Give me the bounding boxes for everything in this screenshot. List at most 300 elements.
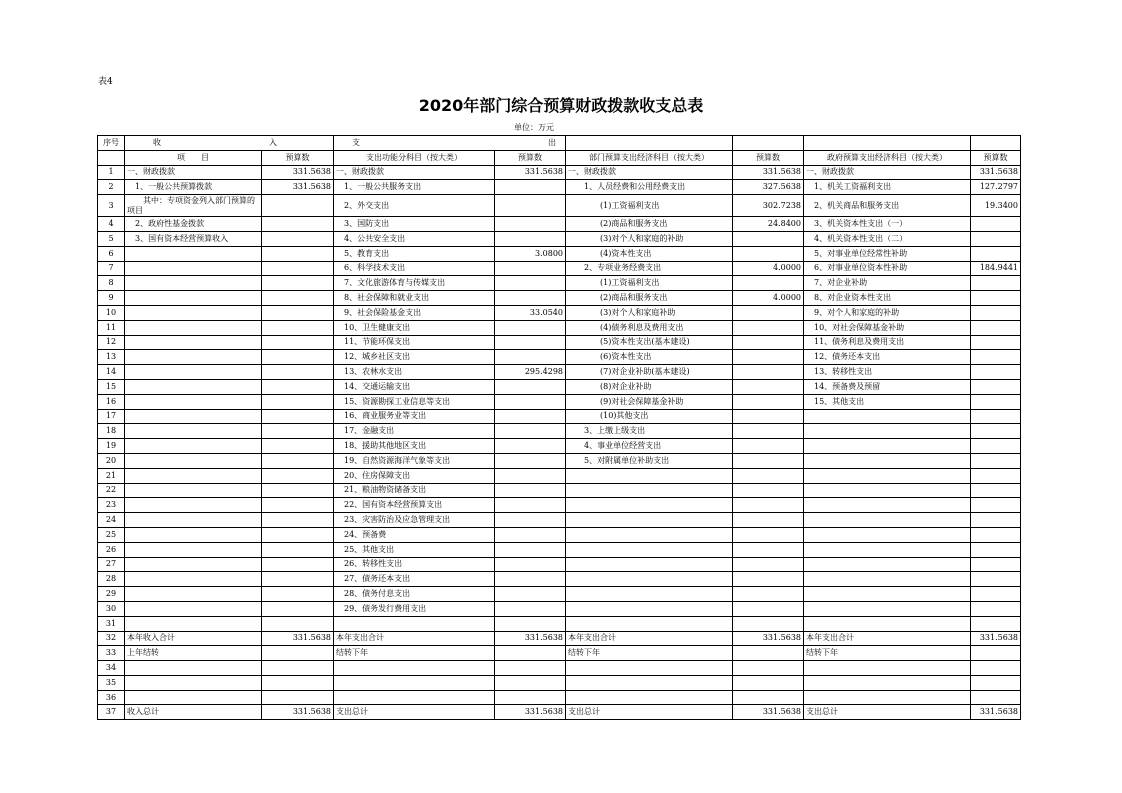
func-amount-cell	[495, 513, 566, 528]
func-amount-cell	[495, 690, 566, 705]
dept-amount-cell: 327.5638	[733, 180, 804, 195]
seq-cell: 33	[98, 646, 125, 661]
table-row	[98, 572, 1021, 587]
func-amount-cell	[495, 379, 566, 394]
gov-item-cell: 一、财政拨款	[804, 165, 971, 180]
income-group-left: 收	[153, 137, 161, 147]
seq-cell: 9	[98, 291, 125, 306]
gov-amount-cell	[971, 291, 1021, 306]
dept-amount-cell	[733, 231, 804, 246]
income-amount-cell: 331.5638	[262, 165, 334, 180]
seq-cell: 13	[98, 350, 125, 365]
func-amount-header: 预算数	[495, 150, 566, 165]
gov-item-cell: 7、对企业补助	[804, 276, 971, 291]
gov-item-cell	[804, 498, 971, 513]
table-row	[98, 468, 1021, 483]
income-amount-cell	[262, 335, 334, 350]
dept-item-cell	[566, 527, 733, 542]
income-item-cell	[125, 453, 262, 468]
gov-amount-cell	[971, 231, 1021, 246]
func-item-cell: 29、债务发行费用支出	[334, 601, 495, 616]
seq-cell: 6	[98, 246, 125, 261]
seq-cell: 19	[98, 439, 125, 454]
seq-cell: 11	[98, 320, 125, 335]
seq-cell: 24	[98, 513, 125, 528]
income-item-cell	[125, 439, 262, 454]
blank-header-cell	[98, 150, 125, 165]
func-item-cell: 17、金融支出	[334, 424, 495, 439]
dept-item-cell: (3)对个人和家庭的补助	[566, 231, 733, 246]
dept-amount-cell	[733, 513, 804, 528]
dept-amount-cell	[733, 661, 804, 676]
func-amount-cell	[495, 616, 566, 631]
func-item-cell: 结转下年	[334, 646, 495, 661]
func-item-cell: 1、一般公共服务支出	[334, 180, 495, 195]
seq-cell: 2	[98, 180, 125, 195]
table-row	[98, 587, 1021, 602]
table-row	[98, 180, 1021, 195]
dept-item-cell	[566, 513, 733, 528]
income-item-cell	[125, 276, 262, 291]
income-amount-cell	[262, 572, 334, 587]
seq-cell: 8	[98, 276, 125, 291]
table-row	[98, 350, 1021, 365]
dept-item-cell: 2、专项业务经费支出	[566, 261, 733, 276]
dept-item-cell: (5)资本性支出(基本建设)	[566, 335, 733, 350]
dept-item-cell: (8)对企业补助	[566, 379, 733, 394]
seq-cell: 30	[98, 601, 125, 616]
income-amount-cell	[262, 305, 334, 320]
dept-amount-cell	[733, 320, 804, 335]
func-amount-cell: 295.4298	[495, 365, 566, 380]
dept-amount-cell	[733, 394, 804, 409]
seq-cell: 20	[98, 453, 125, 468]
table-row	[98, 217, 1021, 232]
func-amount-cell	[495, 587, 566, 602]
gov-item-cell: 8、对企业资本性支出	[804, 291, 971, 306]
gov-item-cell	[804, 527, 971, 542]
func-amount-cell	[495, 231, 566, 246]
dept-item-cell	[566, 690, 733, 705]
seq-cell: 21	[98, 468, 125, 483]
income-amount-cell: 331.5638	[262, 705, 334, 720]
dept-item-cell	[566, 675, 733, 690]
dept-item-cell	[566, 483, 733, 498]
table-row	[98, 616, 1021, 631]
gov-item-cell	[804, 616, 971, 631]
gov-item-cell: 6、对事业单位资本性补助	[804, 261, 971, 276]
income-item-cell	[125, 320, 262, 335]
seq-cell: 26	[98, 542, 125, 557]
group-header-row	[98, 136, 1021, 151]
income-item-cell	[125, 379, 262, 394]
income-amount-cell	[262, 379, 334, 394]
dept-amount-cell	[733, 527, 804, 542]
seq-cell: 31	[98, 616, 125, 631]
func-item-cell: 18、援助其他地区支出	[334, 439, 495, 454]
func-amount-cell	[495, 261, 566, 276]
dept-amount-cell	[733, 350, 804, 365]
dept-item-cell	[566, 542, 733, 557]
table-row	[98, 231, 1021, 246]
gov-amount-cell	[971, 616, 1021, 631]
dept-item-cell: 支出总计	[566, 705, 733, 720]
func-item-cell: 10、卫生健康支出	[334, 320, 495, 335]
func-item-cell: 16、商业服务业等支出	[334, 409, 495, 424]
income-amount-cell	[262, 231, 334, 246]
income-item-cell	[125, 409, 262, 424]
seq-cell: 3	[98, 195, 125, 217]
func-item-cell: 21、粮油物资储备支出	[334, 483, 495, 498]
gov-item-cell: 3、机关资本性支出（一）	[804, 217, 971, 232]
gov-amount-cell	[971, 365, 1021, 380]
table-row	[98, 690, 1021, 705]
dept-amount-cell	[733, 587, 804, 602]
income-amount-cell	[262, 276, 334, 291]
dept-item-cell: (6)资本性支出	[566, 350, 733, 365]
func-item-cell	[334, 616, 495, 631]
income-amount-cell: 331.5638	[262, 180, 334, 195]
func-item-cell: 27、债务还本支出	[334, 572, 495, 587]
gov-item-cell	[804, 513, 971, 528]
dept-item-cell	[566, 661, 733, 676]
income-item-cell: 上年结转	[125, 646, 262, 661]
func-item-cell	[334, 690, 495, 705]
income-amount-cell	[262, 320, 334, 335]
income-group-right: 入	[269, 137, 277, 147]
income-item-cell	[125, 572, 262, 587]
table-row	[98, 276, 1021, 291]
dept-item-cell: (7)对企业补助(基本建设)	[566, 365, 733, 380]
sheet-label: 表4	[98, 77, 113, 87]
func-amount-cell	[495, 601, 566, 616]
dept-item-cell: 一、财政拨款	[566, 165, 733, 180]
seq-cell: 18	[98, 424, 125, 439]
income-item-cell	[125, 350, 262, 365]
seq-cell: 16	[98, 394, 125, 409]
gov-item-cell: 4、机关资本性支出（二）	[804, 231, 971, 246]
dept-amount-cell	[733, 542, 804, 557]
gov-item-cell: 9、对个人和家庭的补助	[804, 305, 971, 320]
gov-item-cell	[804, 483, 971, 498]
income-item-cell	[125, 661, 262, 676]
func-item-cell	[334, 661, 495, 676]
income-item-cell	[125, 261, 262, 276]
gov-item-cell: 本年支出合计	[804, 631, 971, 646]
table-row	[98, 542, 1021, 557]
dept-item-cell: (3)对个人和家庭补助	[566, 305, 733, 320]
dept-item-cell: 3、上缴上级支出	[566, 424, 733, 439]
dept-item-cell	[566, 616, 733, 631]
gov-amount-cell	[971, 453, 1021, 468]
table-row	[98, 705, 1021, 720]
income-item-cell	[125, 587, 262, 602]
dept-amount-cell	[733, 276, 804, 291]
seq-cell: 14	[98, 365, 125, 380]
dept-amount-cell	[733, 675, 804, 690]
dept-item-cell: 1、人员经费和公用经费支出	[566, 180, 733, 195]
income-item-cell	[125, 675, 262, 690]
func-item-cell: 4、公共安全支出	[334, 231, 495, 246]
gov-item-cell	[804, 601, 971, 616]
seq-cell: 15	[98, 379, 125, 394]
func-item-cell: 2、外交支出	[334, 195, 495, 217]
func-item-cell: 本年支出合计	[334, 631, 495, 646]
income-item-cell: 3、国有资本经营预算收入	[125, 231, 262, 246]
income-item-cell	[125, 291, 262, 306]
gov-item-cell	[804, 439, 971, 454]
table-row	[98, 305, 1021, 320]
func-amount-cell	[495, 409, 566, 424]
income-amount-cell	[262, 616, 334, 631]
gov-amount-cell	[971, 379, 1021, 394]
income-item-cell	[125, 335, 262, 350]
func-amount-cell	[495, 483, 566, 498]
income-item-cell	[125, 246, 262, 261]
income-item-cell: 收入总计	[125, 705, 262, 720]
income-amount-cell	[262, 542, 334, 557]
table-row	[98, 379, 1021, 394]
func-class-header: 支出功能分科目（按大类）	[334, 150, 495, 165]
gov-amount-cell	[971, 394, 1021, 409]
budget-table	[97, 135, 1021, 720]
seq-cell: 28	[98, 572, 125, 587]
income-amount-cell	[262, 483, 334, 498]
gov-amount-cell: 19.3400	[971, 195, 1021, 217]
table-row	[98, 320, 1021, 335]
seq-cell: 5	[98, 231, 125, 246]
func-amount-cell: 3.0800	[495, 246, 566, 261]
func-item-cell: 28、债务付息支出	[334, 587, 495, 602]
income-item-cell	[125, 616, 262, 631]
unit-label: 单位：万元	[514, 123, 554, 132]
gov-amount-cell	[971, 483, 1021, 498]
gov-item-cell	[804, 690, 971, 705]
table-row	[98, 453, 1021, 468]
func-amount-cell	[495, 424, 566, 439]
dept-item-cell: (1)工资福利支出	[566, 276, 733, 291]
gov-item-cell	[804, 424, 971, 439]
func-amount-cell	[495, 439, 566, 454]
dept-item-cell: (2)商品和服务支出	[566, 291, 733, 306]
table-row	[98, 661, 1021, 676]
func-item-cell: 11、节能环保支出	[334, 335, 495, 350]
income-amount-cell	[262, 661, 334, 676]
func-item-cell: 12、城乡社区支出	[334, 350, 495, 365]
table-row	[98, 394, 1021, 409]
income-item-cell	[125, 424, 262, 439]
func-item-cell: 25、其他支出	[334, 542, 495, 557]
func-item-cell: 6、科学技术支出	[334, 261, 495, 276]
dept-amount-cell	[733, 379, 804, 394]
dept-item-cell: (10)其他支出	[566, 409, 733, 424]
func-item-cell: 一、财政拨款	[334, 165, 495, 180]
gov-item-cell: 结转下年	[804, 646, 971, 661]
table-row	[98, 409, 1021, 424]
income-item-cell	[125, 498, 262, 513]
seq-cell: 36	[98, 690, 125, 705]
dept-amount-cell	[733, 557, 804, 572]
func-amount-cell	[495, 453, 566, 468]
gov-amount-header: 预算数	[971, 150, 1021, 165]
gov-amount-cell	[971, 527, 1021, 542]
func-item-cell: 15、资源勘探工业信息等支出	[334, 394, 495, 409]
table-row	[98, 527, 1021, 542]
dept-item-cell	[566, 498, 733, 513]
gov-amount-cell	[971, 498, 1021, 513]
dept-amount-cell	[733, 439, 804, 454]
gov-amount-cell: 184.9441	[971, 261, 1021, 276]
income-item-cell	[125, 305, 262, 320]
gov-amount-cell: 331.5638	[971, 705, 1021, 720]
dept-econ-header: 部门预算支出经济科目（按大类）	[566, 150, 733, 165]
dept-amount-cell: 4.0000	[733, 291, 804, 306]
gov-item-cell: 13、转移性支出	[804, 365, 971, 380]
func-item-cell: 20、住房保障支出	[334, 468, 495, 483]
gov-item-cell: 14、预备费及预留	[804, 379, 971, 394]
seq-cell: 4	[98, 217, 125, 232]
dept-item-cell	[566, 572, 733, 587]
gov-item-cell	[804, 587, 971, 602]
seq-cell: 1	[98, 165, 125, 180]
gov-amount-cell	[971, 690, 1021, 705]
func-amount-cell	[495, 572, 566, 587]
table-row	[98, 246, 1021, 261]
dept-amount-cell	[733, 616, 804, 631]
gov-item-cell	[804, 557, 971, 572]
gov-item-cell	[804, 453, 971, 468]
income-amount-cell	[262, 291, 334, 306]
gov-amount-cell	[971, 513, 1021, 528]
gov-amount-cell	[971, 246, 1021, 261]
income-amount-cell	[262, 646, 334, 661]
gov-item-cell	[804, 542, 971, 557]
dept-amount-cell	[733, 335, 804, 350]
seq-cell: 27	[98, 557, 125, 572]
func-amount-cell	[495, 661, 566, 676]
income-amount-cell	[262, 557, 334, 572]
table-row	[98, 513, 1021, 528]
func-amount-cell: 331.5638	[495, 631, 566, 646]
gov-item-cell: 11、债务利息及费用支出	[804, 335, 971, 350]
gov-amount-cell	[971, 276, 1021, 291]
table-row	[98, 439, 1021, 454]
dept-amount-cell: 4.0000	[733, 261, 804, 276]
income-item-cell	[125, 601, 262, 616]
table-row	[98, 557, 1021, 572]
dept-item-cell	[566, 557, 733, 572]
func-amount-cell	[495, 542, 566, 557]
gov-amount-cell	[971, 320, 1021, 335]
dept-item-cell: (4)资本性支出	[566, 246, 733, 261]
func-amount-cell	[495, 180, 566, 195]
table-row	[98, 365, 1021, 380]
dept-item-cell	[566, 587, 733, 602]
gov-amount-cell	[971, 424, 1021, 439]
func-amount-cell	[495, 527, 566, 542]
gov-amount-cell	[971, 646, 1021, 661]
gov-amount-cell	[971, 601, 1021, 616]
gov-amount-cell	[971, 335, 1021, 350]
expense-group-right: 出	[548, 137, 556, 147]
income-amount-cell	[262, 527, 334, 542]
table-row	[98, 261, 1021, 276]
gov-amount-cell	[971, 468, 1021, 483]
dept-item-cell: (4)债务利息及费用支出	[566, 320, 733, 335]
func-item-cell: 19、自然资源海洋气象等支出	[334, 453, 495, 468]
income-amount-cell	[262, 513, 334, 528]
func-amount-cell: 331.5638	[495, 705, 566, 720]
income-item-cell: 1、一般公共预算拨款	[125, 180, 262, 195]
table-row	[98, 335, 1021, 350]
seq-cell: 34	[98, 661, 125, 676]
seq-cell: 12	[98, 335, 125, 350]
dept-item-cell: 结转下年	[566, 646, 733, 661]
column-header-row	[98, 150, 1021, 165]
table-row	[98, 601, 1021, 616]
table-row	[98, 483, 1021, 498]
func-item-cell: 26、转移性支出	[334, 557, 495, 572]
income-item-cell: 一、财政拨款	[125, 165, 262, 180]
func-amount-cell	[495, 350, 566, 365]
expense-group-header	[334, 136, 566, 151]
income-amount-cell	[262, 217, 334, 232]
func-amount-cell: 331.5638	[495, 165, 566, 180]
income-group-header	[125, 136, 334, 151]
income-amount-cell	[262, 261, 334, 276]
income-item-cell	[125, 690, 262, 705]
gov-amount-cell: 331.5638	[971, 165, 1021, 180]
income-amount-cell	[262, 365, 334, 380]
seq-cell: 25	[98, 527, 125, 542]
func-item-cell: 7、文化旅游体育与传媒支出	[334, 276, 495, 291]
func-amount-cell	[495, 335, 566, 350]
dept-amount-cell	[733, 483, 804, 498]
dept-amount-cell: 24.8400	[733, 217, 804, 232]
table-row	[98, 165, 1021, 180]
income-item-cell	[125, 557, 262, 572]
func-item-cell: 9、社会保险基金支出	[334, 305, 495, 320]
func-item-cell: 24、预备费	[334, 527, 495, 542]
gov-item-cell	[804, 572, 971, 587]
func-amount-cell	[495, 195, 566, 217]
func-item-cell: 8、社会保障和就业支出	[334, 291, 495, 306]
gov-item-cell: 支出总计	[804, 705, 971, 720]
table-row	[98, 646, 1021, 661]
func-amount-cell	[495, 646, 566, 661]
gov-amount-cell: 127.2797	[971, 180, 1021, 195]
gov-item-cell	[804, 409, 971, 424]
gov-item-cell: 12、债务还本支出	[804, 350, 971, 365]
seq-cell: 29	[98, 587, 125, 602]
table-row	[98, 498, 1021, 513]
gov-item-cell: 1、机关工资福利支出	[804, 180, 971, 195]
dept-amount-cell	[733, 468, 804, 483]
func-amount-cell: 33.0540	[495, 305, 566, 320]
dept-amount-cell: 331.5638	[733, 705, 804, 720]
income-amount-cell	[262, 675, 334, 690]
income-item-cell: 2、政府性基金拨款	[125, 217, 262, 232]
gov-amount-cell	[971, 557, 1021, 572]
item-header: 项 目	[125, 150, 262, 165]
dept-amount-cell	[733, 305, 804, 320]
func-item-cell	[334, 675, 495, 690]
seq-cell: 32	[98, 631, 125, 646]
func-amount-cell	[495, 675, 566, 690]
income-amount-cell	[262, 246, 334, 261]
seq-header: 序号	[98, 136, 125, 151]
gov-amount-cell	[971, 675, 1021, 690]
